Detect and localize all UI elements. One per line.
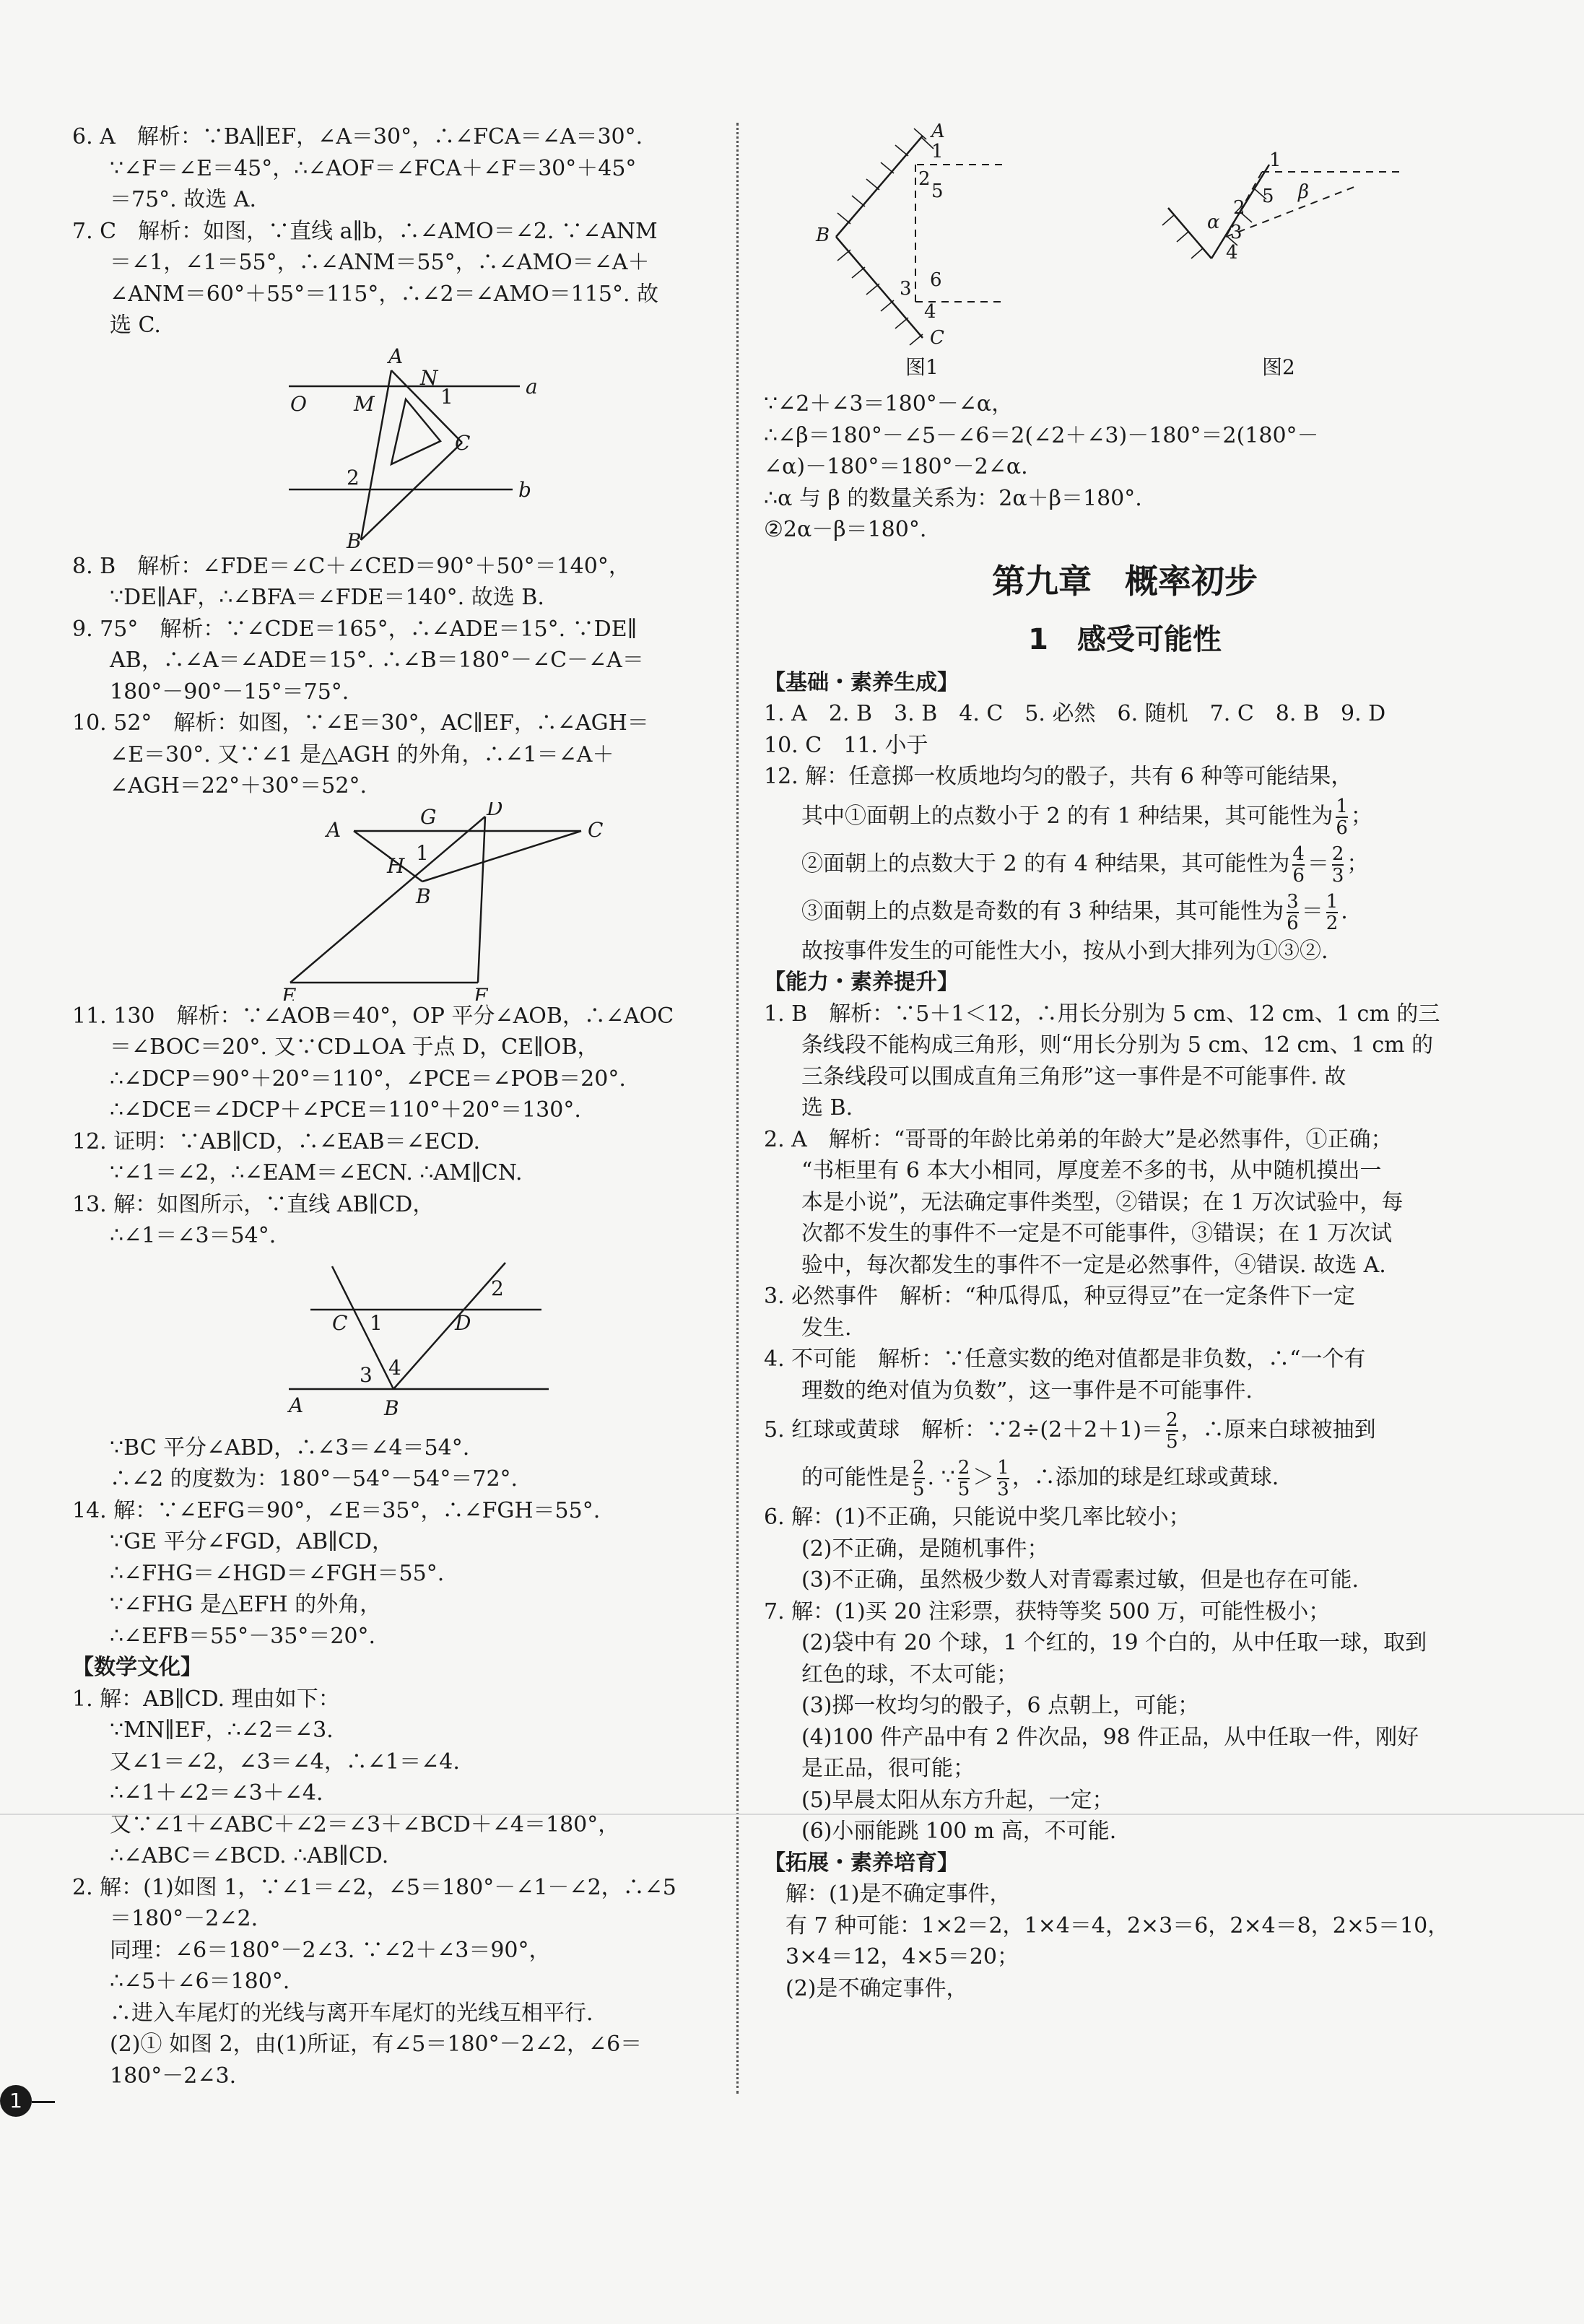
text-line: ∵GE 平分∠FGD，AB∥CD， <box>110 1529 394 1554</box>
fig4-label-1: B <box>816 225 830 246</box>
text-line: ＝∠BOC＝20°. 又∵CD⊥OA 于点 D，CE∥OB， <box>110 1035 599 1060</box>
text-line: 11. 130 解析：∵∠AOB＝40°，OP 平分∠AOB，∴∠AOC <box>72 1003 674 1029</box>
text-line: 7. 解：(1)买 20 注彩票，获特等奖 500 万，可能性极小； <box>764 1598 1331 1624</box>
fraction: $\frac{1}{3}$ <box>997 1457 1009 1500</box>
fig2-label: B <box>416 884 431 908</box>
text-line: 2. 解：(1)如图 1，∵∠1＝∠2，∠5＝180°－∠1－∠2，∴∠5 <box>72 1874 676 1900</box>
text-line: ＝75°. 故选 A. <box>110 187 256 212</box>
fig3-label: A <box>289 1393 304 1417</box>
figure-4-diagram <box>764 121 1486 388</box>
q12-line-2: ②面朝上的点数大于 2 的有 4 种结果，其可能性为 $\frac{4}{6}$ ＝ $\frac{2}{3}$ ； <box>801 843 1369 887</box>
text-line: ∴∠EFB＝55°－35°＝20°. <box>110 1623 376 1649</box>
fig4-label-1: 4 <box>924 301 936 323</box>
fig2-label: E <box>282 983 297 1001</box>
fraction: $\frac{3}{6}$ <box>1287 890 1299 934</box>
text-line: ②2α－β＝180°. <box>764 517 927 542</box>
fig4-label-1: A <box>931 121 945 142</box>
fig4-label-2: 1 <box>1269 149 1281 171</box>
q5-line-2: 的可能性是 $\frac{2}{5}$ . ∵ $\frac{2}{5}$ ＞ $\frac{1}{3}$ ，∴添加的球是红球或黄球. <box>801 1457 1279 1500</box>
text-line: 6. A 解析：∵BA∥EF，∠A＝30°，∴∠FCA＝∠A＝30°. <box>72 124 643 149</box>
text-line: (2)袋中有 20 个球，1 个红的，19 个白的，从中任取一球，取到 <box>801 1630 1427 1655</box>
chapter-title: 第九章 概率初步 <box>992 561 1258 601</box>
fig3-label: 1 <box>370 1310 383 1335</box>
text-line: 条线段不能构成三角形，则“用长分别为 5 cm、12 cm、1 cm 的 <box>801 1032 1434 1058</box>
fig3-label: 3 <box>360 1362 373 1387</box>
fig4-label-2: β <box>1298 181 1310 203</box>
fig4-label-2: 3 <box>1230 222 1243 243</box>
fig4-label-1: C <box>930 327 944 349</box>
figure-caption-1: 图1 <box>905 355 939 379</box>
text-line: 验中，每次都发生的事件不一定是必然事件，④错误. 故选 A. <box>801 1252 1386 1278</box>
fig1-label: 1 <box>440 384 453 409</box>
text-line: 【数学文化】 <box>72 1655 202 1680</box>
fig1-label: C <box>455 430 471 455</box>
text-line: ∴∠5＋∠6＝180°. <box>110 1969 290 1994</box>
fig3-label: 2 <box>491 1276 504 1300</box>
figure-2-diagram <box>72 802 722 1001</box>
text-line: 选 C. <box>110 313 161 338</box>
text-line: 选 B. <box>801 1095 853 1120</box>
extend-answers <box>764 1879 1486 2004</box>
text-line: 3×4＝12，4×5＝20； <box>786 1944 1019 1970</box>
text-line: 理数的绝对值为负数”，这一事件是不可能事件. <box>801 1378 1253 1403</box>
column-divider <box>736 123 739 2094</box>
answer-block-6-7 <box>72 121 722 341</box>
fraction: $\frac{1}{2}$ <box>1326 890 1339 934</box>
text-line: 12. 解：任意掷一枚质地均匀的骰子，共有 6 种等可能结果， <box>764 764 1353 789</box>
text-line: 14. 解：∵∠EFG＝90°，∠E＝35°，∴∠FGH＝55°. <box>72 1497 601 1523</box>
ability-section-header: 【能力・素养提升】 <box>764 970 959 995</box>
text-line: ∵MN∥EF，∴∠2＝∠3. <box>110 1718 334 1743</box>
text-line: 1. 解：AB∥CD. 理由如下： <box>72 1686 340 1712</box>
text-line: ∠AGH＝22°＋30°＝52°. <box>110 773 367 798</box>
text-line: AB，∴∠A＝∠ADE＝15°. ∴∠B＝180°－∠C－∠A＝ <box>110 648 644 673</box>
text-line: (4)100 件产品中有 2 件次品，98 件正品，从中任取一件，刚好 <box>801 1724 1419 1750</box>
left-column <box>72 121 722 2092</box>
text-line: ＝∠1，∠1＝55°，∴∠ANM＝55°，∴∠AMO＝∠A＋ <box>110 250 650 275</box>
text-line: 9. 75° 解析：∵∠CDE＝165°，∴∠ADE＝15°. ∵DE∥ <box>72 616 637 642</box>
fig2-label: 1 <box>416 840 429 865</box>
text-line: ∴∠FHG＝∠HGD＝∠FGH＝55°. <box>110 1560 445 1586</box>
answer-block-8-10 <box>72 551 722 802</box>
text-line: ∴∠ABC＝∠BCD. ∴AB∥CD. <box>110 1843 389 1868</box>
text-line: ∴∠2 的度数为：180°－54°－54°＝72°. <box>110 1466 518 1492</box>
basic-section-header: 【基础・素养生成】 <box>764 669 959 695</box>
answer-block-11-13 <box>72 1001 722 1252</box>
fig2-label: C <box>588 817 604 842</box>
fig4-label-2: 2 <box>1233 197 1245 219</box>
fraction: $\frac{1}{6}$ <box>1336 795 1348 839</box>
fig1-label: b <box>518 477 531 502</box>
q5-line-1: 5. 红球或黄球 解析：∵2÷(2＋2＋1)＝ $\frac{2}{5}$ ，∴原来白球被抽到 <box>764 1409 1376 1453</box>
fig2-label: A <box>326 817 341 842</box>
section-title: 1 感受可能性 <box>1028 622 1222 656</box>
text-line: “书柜里有 6 本大小相同，厚度差不多的书，从中随机摸出一 <box>801 1158 1382 1183</box>
figure-car-taillight-reflection <box>764 121 1486 388</box>
figure-1-diagram <box>72 341 722 551</box>
text-line: (6)小丽能跳 100 m 高，不可能. <box>801 1819 1117 1844</box>
fig3-label: B <box>384 1396 399 1420</box>
fig1-label: M <box>354 391 375 416</box>
figure-angle-bisector <box>72 1252 722 1432</box>
text-line: (5)早晨太阳从东方升起，一定； <box>801 1787 1114 1813</box>
text-line: 次都不发生的事件不一定是不可能事件，③错误；在 1 万次试 <box>801 1221 1393 1246</box>
text-line: 3. 必然事件 解析：“种瓜得瓜，种豆得豆”在一定条件下一定 <box>764 1284 1355 1309</box>
answer-block-13-end <box>72 1432 722 2092</box>
text-line: 是正品，很可能； <box>801 1756 975 1781</box>
page-number-rule <box>32 2101 55 2103</box>
figure-parallel-lines-triangle <box>72 341 722 551</box>
text-line: 1. A 2. B 3. B 4. C 5. 必然 6. 随机 7. C 8. B 9. D <box>764 701 1386 726</box>
fig1-label: A <box>388 344 404 368</box>
fig1-label: B <box>347 528 362 551</box>
answer-block-2-2 <box>764 388 1486 546</box>
page-number: 1 <box>0 2085 32 2117</box>
text-line: 12. 证明：∵AB∥CD，∴∠EAB＝∠ECD. <box>72 1128 481 1154</box>
figure-triangles-parallel <box>72 802 722 1001</box>
text-line: 发生. <box>801 1315 852 1341</box>
fig4-label-2: 4 <box>1226 242 1238 264</box>
fig2-label: G <box>420 804 437 829</box>
text-line: ∵∠2＋∠3＝180°－∠α， <box>764 391 1014 417</box>
text-line: 13. 解：如图所示，∵直线 AB∥CD， <box>72 1191 435 1217</box>
text-line: 10. C 11. 小于 <box>764 732 928 758</box>
text-line: 又∠1＝∠2，∠3＝∠4，∴∠1＝∠4. <box>110 1749 460 1775</box>
fig4-label-2: α <box>1207 212 1220 233</box>
fig4-label-1: 6 <box>930 269 942 291</box>
text-line: ∵∠1＝∠2，∴∠EAM＝∠ECN. ∴AM∥CN. <box>110 1160 523 1185</box>
text-line: 又∵∠1＋∠ABC＋∠2＝∠3＋∠BCD＋∠4＝180°， <box>110 1811 620 1837</box>
text-line: ∴∠β＝180°－∠5－∠6＝2(∠2＋∠3)－180°＝2(180°－ <box>764 422 1319 448</box>
text-line: (3)不正确，虽然极少数人对青霉素过敏，但是也存在可能. <box>801 1567 1359 1593</box>
fig2-label: H <box>387 853 405 878</box>
text-line: ∴∠1＝∠3＝54°. <box>110 1223 277 1248</box>
q12-line-4: 故按事件发生的可能性大小，按从小到大排列为①③②. <box>801 938 1328 964</box>
text-line: 4. 不可能 解析：∵任意实数的绝对值都是非负数，∴“一个有 <box>764 1346 1366 1372</box>
fig1-label: 2 <box>347 465 360 489</box>
text-line: 解：(1)是不确定事件， <box>786 1881 1011 1907</box>
text-line: 1. B 解析：∵5＋1＜12，∴用长分别为 5 cm、12 cm、1 cm 的三 <box>764 1001 1440 1027</box>
text-line: ∴进入车尾灯的光线与离开车尾灯的光线互相平行. <box>110 2000 593 2026</box>
text-line: (3)掷一枚均匀的骰子，6 点朝上，可能； <box>801 1693 1200 1718</box>
text-line: ∵BC 平分∠ABD，∴∠3＝∠4＝54°. <box>110 1435 470 1461</box>
fraction: $\frac{2}{5}$ <box>957 1457 970 1500</box>
text-line: ∠α)－180°＝180°－2∠α. <box>764 454 1028 479</box>
fraction: $\frac{2}{3}$ <box>1331 843 1344 887</box>
figure-caption-2: 图2 <box>1262 355 1295 379</box>
right-column <box>764 121 1486 2004</box>
text-line: 同理：∠6＝180°－2∠3. ∵∠2＋∠3＝90°， <box>110 1937 551 1963</box>
text-line: 本是小说”，无法确定事件类型，②错误；在 1 万次试验中，每 <box>801 1189 1404 1215</box>
text-line: ∠ANM＝60°＋55°＝115°，∴∠2＝∠AMO＝115°. 故 <box>110 281 659 307</box>
q12-line-3: ③面朝上的点数是奇数的有 3 种结果，其可能性为 $\frac{3}{6}$ ＝ $\frac{1}{2}$ . <box>801 890 1348 934</box>
text-line: (2)① 如图 2，由(1)所证，有∠5＝180°－2∠2，∠6＝ <box>110 2032 643 2057</box>
text-line: 180°－90°－15°＝75°. <box>110 679 349 705</box>
extend-section-header: 【拓展・素养培育】 <box>764 1850 959 1876</box>
fig2-label: D <box>487 801 503 820</box>
ability-answers-6-7 <box>764 1502 1486 1848</box>
fig2-label: F <box>474 983 488 1001</box>
text-line: 2. A 解析：“哥哥的年龄比弟弟的年龄大”是必然事件，①正确； <box>764 1126 1393 1152</box>
text-line: ∴∠DCE＝∠DCP＋∠PCE＝110°＋20°＝130°. <box>110 1097 581 1123</box>
fig1-label: a <box>526 374 538 399</box>
text-line: 有 7 种可能：1×2＝2，1×4＝4，2×3＝6，2×4＝8，2×5＝10， <box>786 1912 1450 1938</box>
fraction: $\frac{2}{5}$ <box>913 1457 925 1500</box>
text-line: 7. C 解析：如图，∵直线 a∥b，∴∠AMO＝∠2. ∵∠ANM <box>72 218 658 244</box>
text-line: 三条线段可以围成直角三角形”这一事件是不可能事件. 故 <box>801 1063 1346 1089</box>
basic-answers <box>764 698 1486 793</box>
text-line: (2)不正确，是随机事件； <box>801 1536 1049 1562</box>
text-line: (2)是不确定事件， <box>786 1975 968 2001</box>
text-line: 红色的球，不太可能； <box>801 1661 1018 1687</box>
fig4-label-1: 1 <box>931 141 944 162</box>
text-line: ∵∠FHG 是△EFH 的外角， <box>110 1592 382 1617</box>
fig1-label: O <box>290 391 307 416</box>
text-line: ∴α 与 β 的数量关系为：2α＋β＝180°. <box>764 485 1142 511</box>
text-line: 180°－2∠3. <box>110 2063 237 2089</box>
fig3-label: C <box>332 1310 348 1335</box>
fig4-label-1: 2 <box>918 168 931 190</box>
text-line: ＝180°－2∠2. <box>110 1906 258 1931</box>
text-line: ∵DE∥AF，∴∠BFA＝∠FDE＝140°. 故选 B. <box>110 585 544 610</box>
fig3-label: 4 <box>388 1355 401 1380</box>
fig4-label-2: 5 <box>1262 186 1274 207</box>
fraction: $\frac{2}{5}$ <box>1166 1409 1178 1453</box>
text-line: 6. 解：(1)不正确，只能说中奖几率比较小； <box>764 1505 1191 1530</box>
fig3-label: D <box>455 1310 471 1335</box>
text-line: 10. 52° 解析：如图，∵∠E＝30°，AC∥EF，∴∠AGH＝ <box>72 710 649 736</box>
figure-3-diagram <box>72 1252 722 1432</box>
fig4-label-1: 3 <box>900 278 912 300</box>
text-line: ∴∠DCP＝90°＋20°＝110°，∠PCE＝∠POB＝20°. <box>110 1066 626 1092</box>
text-line: ∵∠F＝∠E＝45°，∴∠AOF＝∠FCA＋∠F＝30°＋45° <box>110 155 637 181</box>
fig1-label: N <box>420 365 438 390</box>
q12-line-1: 其中①面朝上的点数小于 2 的有 1 种结果，其可能性为 $\frac{1}{6}$ ； <box>801 795 1372 839</box>
ability-answers <box>764 998 1486 1407</box>
fig4-label-1: 5 <box>931 180 944 202</box>
text-line: ∠E＝30°. 又∵∠1 是△AGH 的外角，∴∠1＝∠A＋ <box>110 741 614 767</box>
fraction: $\frac{4}{6}$ <box>1292 843 1305 887</box>
text-line: ∴∠1＋∠2＝∠3＋∠4. <box>110 1780 323 1806</box>
text-line: 8. B 解析：∠FDE＝∠C＋∠CED＝90°＋50°＝140°， <box>72 553 630 579</box>
